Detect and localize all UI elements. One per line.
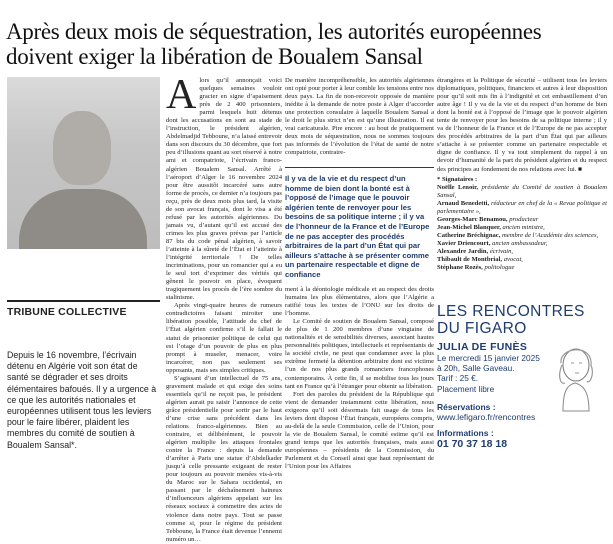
col2-paragraph-2: ment à la déontologie médicale et au respect des droits humains les plus élémentaires, alors que l’Algérie a ratifié tous les textes de l’ONU sur les droits de l’homme. xyxy=(285,286,434,318)
article-column-1 xyxy=(166,72,282,543)
photo-face xyxy=(53,111,111,185)
signatory-name: Jean-Michel Blanquer, xyxy=(437,223,501,231)
signatory-role: écrivain, xyxy=(489,247,514,255)
signatory-role: membre de l’Académie des sciences, xyxy=(502,231,599,239)
signatory-role: avocat, xyxy=(503,256,523,264)
signatory-name: Arnaud Benedetti, xyxy=(437,199,490,207)
signatories-heading: * Signataires : xyxy=(437,175,478,183)
info-label: Informations : xyxy=(437,427,494,438)
signatory-role: politologue xyxy=(484,264,515,272)
promo-price: Tarif : 25 €. xyxy=(437,373,479,384)
reservations-link[interactable]: www.lefigaro.fr/rencontres xyxy=(437,411,536,422)
col3-paragraph-1: étrangères et la Politique de sécurité – utilisent tous les leviers diplomatiques, politiques, financiers et autres à leur disposition pour qu’il soit mis fin à l’indignité et cet embastillement d’un autre âge ! Il y va de la vie et du respect d’un homme de bien dont la bonté est à l’opposé de l’image que le pouvoir algérien tente de renvoyer pour les besoins de sa politique interne ; il y va de l’honneur de la France et de l’Europe de ne pas accepter des procédés arbitraires de la part d’un État qui par ailleurs s’attache à se présenter comme un partenaire respectable et digne de confiance. Il y va tout simplement du rappel à un devoir d’humanité de la part du président algérien et du respect des principes au fondement de nos relations avec lui. ■ xyxy=(437,77,607,173)
author-photo xyxy=(7,77,160,249)
reservations-label: Réservations : xyxy=(437,401,496,412)
signatory xyxy=(437,224,607,232)
signatory xyxy=(437,264,607,272)
signatory xyxy=(437,256,607,264)
promo-seating: Placement libre xyxy=(437,383,495,394)
signatory-role: producteur xyxy=(509,215,539,223)
signatory xyxy=(437,240,607,248)
signatory-name: Alexandre Jardin, xyxy=(437,247,489,255)
signatory-role: ancien ministre, xyxy=(502,223,545,231)
promo-date: Le mercredi 15 janvier 2025 xyxy=(437,353,540,363)
col1-paragraph-1: lors qu’il annonçait voici quelques semaines vouloir gracier en signe d’apaisement près de 2 400 prisonniers, parmi lesquels huit détenus dont les accusations en sont au stade de l’instruction, le président algérien, Abdelmadjid Tebboune, n’a laissé entrevoir dans son discours du 30 décembre, que fort peu d’illusions quant au sort réservé à notre ami et compatriote, l’écrivain franco-algérien Boualem Sansal. Arrêté à l’aéroport d’Alger le 16 novembre 2024 pour être aussitôt incarcéré sans autre forme de procès, ce dernier n’a toujours pas reçu, près de deux mois plus tard, la visite de son avocat français, dont le visa a été refusé par les autorités algériennes. Du jamais vu, d’autant qu’il est accusé des crimes les plus graves prévus par l’article 87 bis du code pénal algérien, à savoir l’atteinte à la sûreté de l’État et l’atteinte à l’intégrité territoriale ! De telles incriminations, pour un romancier qui a eu le seul tort d’exprimer des vérités qui gênent le pouvoir en place, évoquent tragiquement les procès de l’ère sombre du stalinisme. xyxy=(166,77,282,302)
signatory-name: Georges-Marc Benamou, xyxy=(437,215,508,223)
article-column-2-bottom xyxy=(285,286,434,469)
signatory xyxy=(437,200,607,216)
promo-guest: JULIA DE FUNÈS xyxy=(437,341,528,353)
article-column-2-top xyxy=(285,77,434,167)
signatories-list xyxy=(437,184,607,273)
col2-paragraph-4: Fort des paroles du président de la République qui vient de demander instamment cette libération, nous exigeons qu’il soit désormais fait usage de tous les leviers dont dispose l’État français, européens compris, au-delà de la seule Commission, celle de l’Union, pour la vie de Boualem Sansal, le comité estime qu’il est grand temps que les autorités françaises, mais aussi européennes – présidents de la Commission, du Parlement et du Conseil ainsi que haut représentant de l’Union pour les Affaires xyxy=(285,390,434,471)
portrait-illustration-icon xyxy=(545,341,605,413)
section-label: TRIBUNE COLLECTIVE xyxy=(7,300,160,318)
signatory-role: rédacteur en chef de la « Revue politique et parlementaire », xyxy=(437,199,607,215)
promo-box xyxy=(437,303,607,469)
signatory-name: Thibault de Montbrial, xyxy=(437,256,503,264)
headline: Après deux mois de séquestration, les autorités européennes doivent exiger la libération de Boualem Sansal xyxy=(6,19,542,70)
signatory xyxy=(437,232,607,240)
signatory xyxy=(437,184,607,200)
signatory-name: Noëlle Lenoir, xyxy=(437,183,479,191)
promo-title: LES RENCONTRES DU FIGARO xyxy=(437,303,585,337)
photo-shoulders xyxy=(19,189,147,249)
dropcap: A xyxy=(166,72,197,118)
col2-paragraph-1: De manière incompréhensible, les autorités algériennes ont opté pour porter à leur comble les tensions entre nos deux pays. La fin de non-recevoir opposée de manière inédite à la demande de notre poste à Alger d’accorder une protection consulaire à laquelle Boualem Sansal a le droit le plus strict n’en est qu’une illustration. Il est vrai caricaturale. Pire encore : au bout de pratiquement deux mois de séquestration, nous ne sommes toujours pas informés de l’évolution de l’état de santé de notre compatriote, contraire- xyxy=(285,77,434,157)
promo-place: à 20h, Salle Gaveau. xyxy=(437,363,515,374)
signatory-role: ancien ambassadeur, xyxy=(492,239,548,247)
signatory-name: Stéphane Rozès, xyxy=(437,264,483,272)
col2-paragraph-3: Le Comité de soutien de Boualem Sansal, composé de plus de 1 200 membres d’une vingtaine de nationalités et de sensibilités diverses, associant hautes personnalités politiques, intellectuels et représentants de la société civile, ne peut que condamner avec la plus extrême fermeté la détention arbitraire dont est victime l’un de nos plus grands romanciers francophones contemporains. À cette fin, il se mobilise tous les jours tant en France qu’à l’étranger pour obtenir sa libération. xyxy=(285,318,434,390)
col1-paragraph-2: Après vingt-quatre heures de rumeurs contradictoires faisant miroiter une libération possible, l’attitude du chef de l’État algérien confirme s’il le fallait le statut de prisonnier politique de celui qui est l’otage d’un pouvoir de plus en plus prompt à museler, menacer, voire incarcérer, non pas seulement ses opposants, mais ses simples critiques. xyxy=(166,302,282,374)
info-phone: 01 70 37 18 18 xyxy=(437,437,508,450)
intro-text: Depuis le 16 novembre, l’écrivain détenu en Algérie voit son état de santé se dégrader et ses droits élémentaires bafoués. Il y a urgence à ce que les autorités nationales et européennes utilisent tous les leviers pour le faire libérer, plaident les membres du comité de soutien à Boualem Sansal*. xyxy=(7,350,157,450)
signatory xyxy=(437,248,607,256)
article-column-3 xyxy=(437,77,607,299)
signatory-role: présidente du Comité de soutien à Boualem Sansal, xyxy=(437,183,607,199)
col1-paragraph-3: S’agissant d’un intellectuel de 75 ans, gravement malade et qui exige des soins essentiels qu’il ne reçoit pas, le président algérien aurait pu saisir l’annonce de cette grâce présidentielle pour sortir par le haut d’une crise sans précédent dans les relations franco-algériennes. Bien au contraire, et délibérément, le pouvoir algérien multiplie les attaques frontales contre la France : depuis la demande d’arrêter à Paris une statue d’Abdelkader jusqu’à celle pressante exigeant de rester pour toujours au pouvoir menées vis-à-vis du Maroc sur le Sahara occidental, en passant par le déchaînement haineux d’influenceurs algériens appelant sur les réseaux sociaux à commettre des actes de violence dans notre pays. Tout se passe comme si, pour le régime du président Tebboune, la France était devenue l’ennemi numéro un… xyxy=(166,374,282,543)
signatory-name: Xavier Driencourt, xyxy=(437,239,491,247)
pull-quote: Il y va de la vie et du respect d’un homme de bien dont la bonté est à l’opposé de l’image que le pouvoir algérien tente de renvoyer pour les besoins de sa politique interne ; il y va de l’honneur de la France et de l’Europe de ne pas accepter des procédés arbitraires de la part d’un État qui par ailleurs s’attache à se présenter comme un partenaire respectable et digne de confiance xyxy=(285,167,434,280)
signatory-name: Catherine Bréchignac, xyxy=(437,231,501,239)
signatory xyxy=(437,216,607,224)
